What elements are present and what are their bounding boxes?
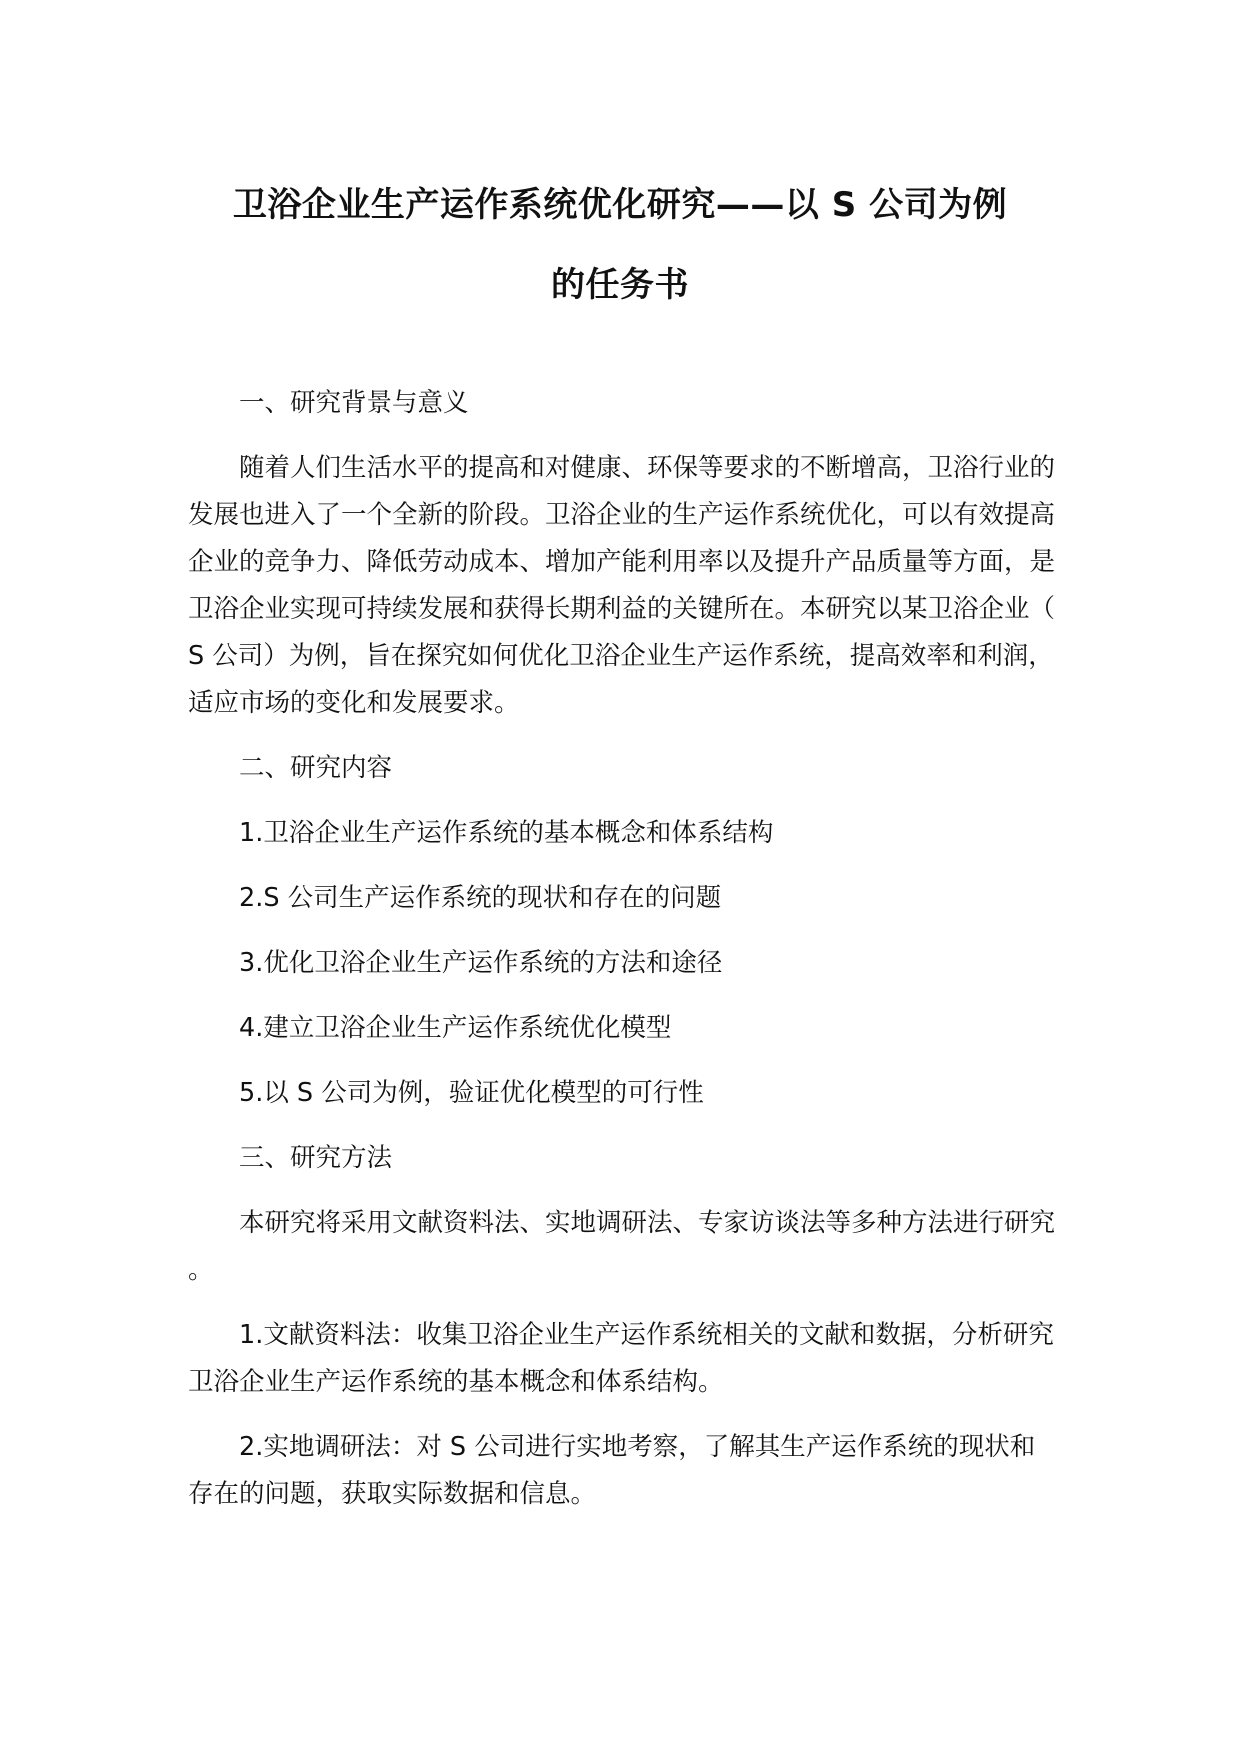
section-heading-content: 二、研究内容 xyxy=(239,753,393,783)
paragraph-method-fieldwork: 2.实地调研法：对 S 公司进行实地考察，了解其生产运作系统的现状和存在的问题，获取实际数据和信息。 xyxy=(188,1432,1036,1509)
content-item-5: 5.以 S 公司为例，验证优化模型的可行性 xyxy=(239,1078,704,1108)
content-item-3: 3.优化卫浴企业生产运作系统的方法和途径 xyxy=(239,948,723,978)
paragraph-methods-intro: 本研究将采用文献资料法、实地调研法、专家访谈法等多种方法进行研究。 xyxy=(188,1208,1056,1285)
section-heading-methods: 三、研究方法 xyxy=(239,1143,393,1173)
section-heading-background: 一、研究背景与意义 xyxy=(239,388,469,418)
content-item-2: 2.S 公司生产运作系统的现状和存在的问题 xyxy=(239,883,722,913)
content-item-1: 1.卫浴企业生产运作系统的基本概念和体系结构 xyxy=(239,818,774,848)
document-title-line-2: 的任务书 xyxy=(551,265,689,305)
paragraph-method-literature: 1.文献资料法：收集卫浴企业生产运作系统相关的文献和数据，分析研究卫浴企业生产运作系统的基本概念和体系结构。 xyxy=(188,1320,1054,1397)
content-item-4: 4.建立卫浴企业生产运作系统优化模型 xyxy=(239,1013,672,1043)
document-body xyxy=(188,380,1058,1536)
document-title-line-1: 卫浴企业生产运作系统优化研究——以 S 公司为例 xyxy=(232,185,1008,225)
paragraph-background: 随着人们生活水平的提高和对健康、环保等要求的不断增高，卫浴行业的发展也进入了一个全新的阶段。卫浴企业的生产运作系统优化，可以有效提高企业的竞争力、降低劳动成本、增加产能利用率以及提升产品质量等方面，是卫浴企业实现可持续发展和获得长期利益的关键所在。本研究以某卫浴企业（S 公司）为例，旨在探究如何优化卫浴企业生产运作系统，提高效率和利润，适应市场的变化和发展要求。 xyxy=(188,453,1056,718)
